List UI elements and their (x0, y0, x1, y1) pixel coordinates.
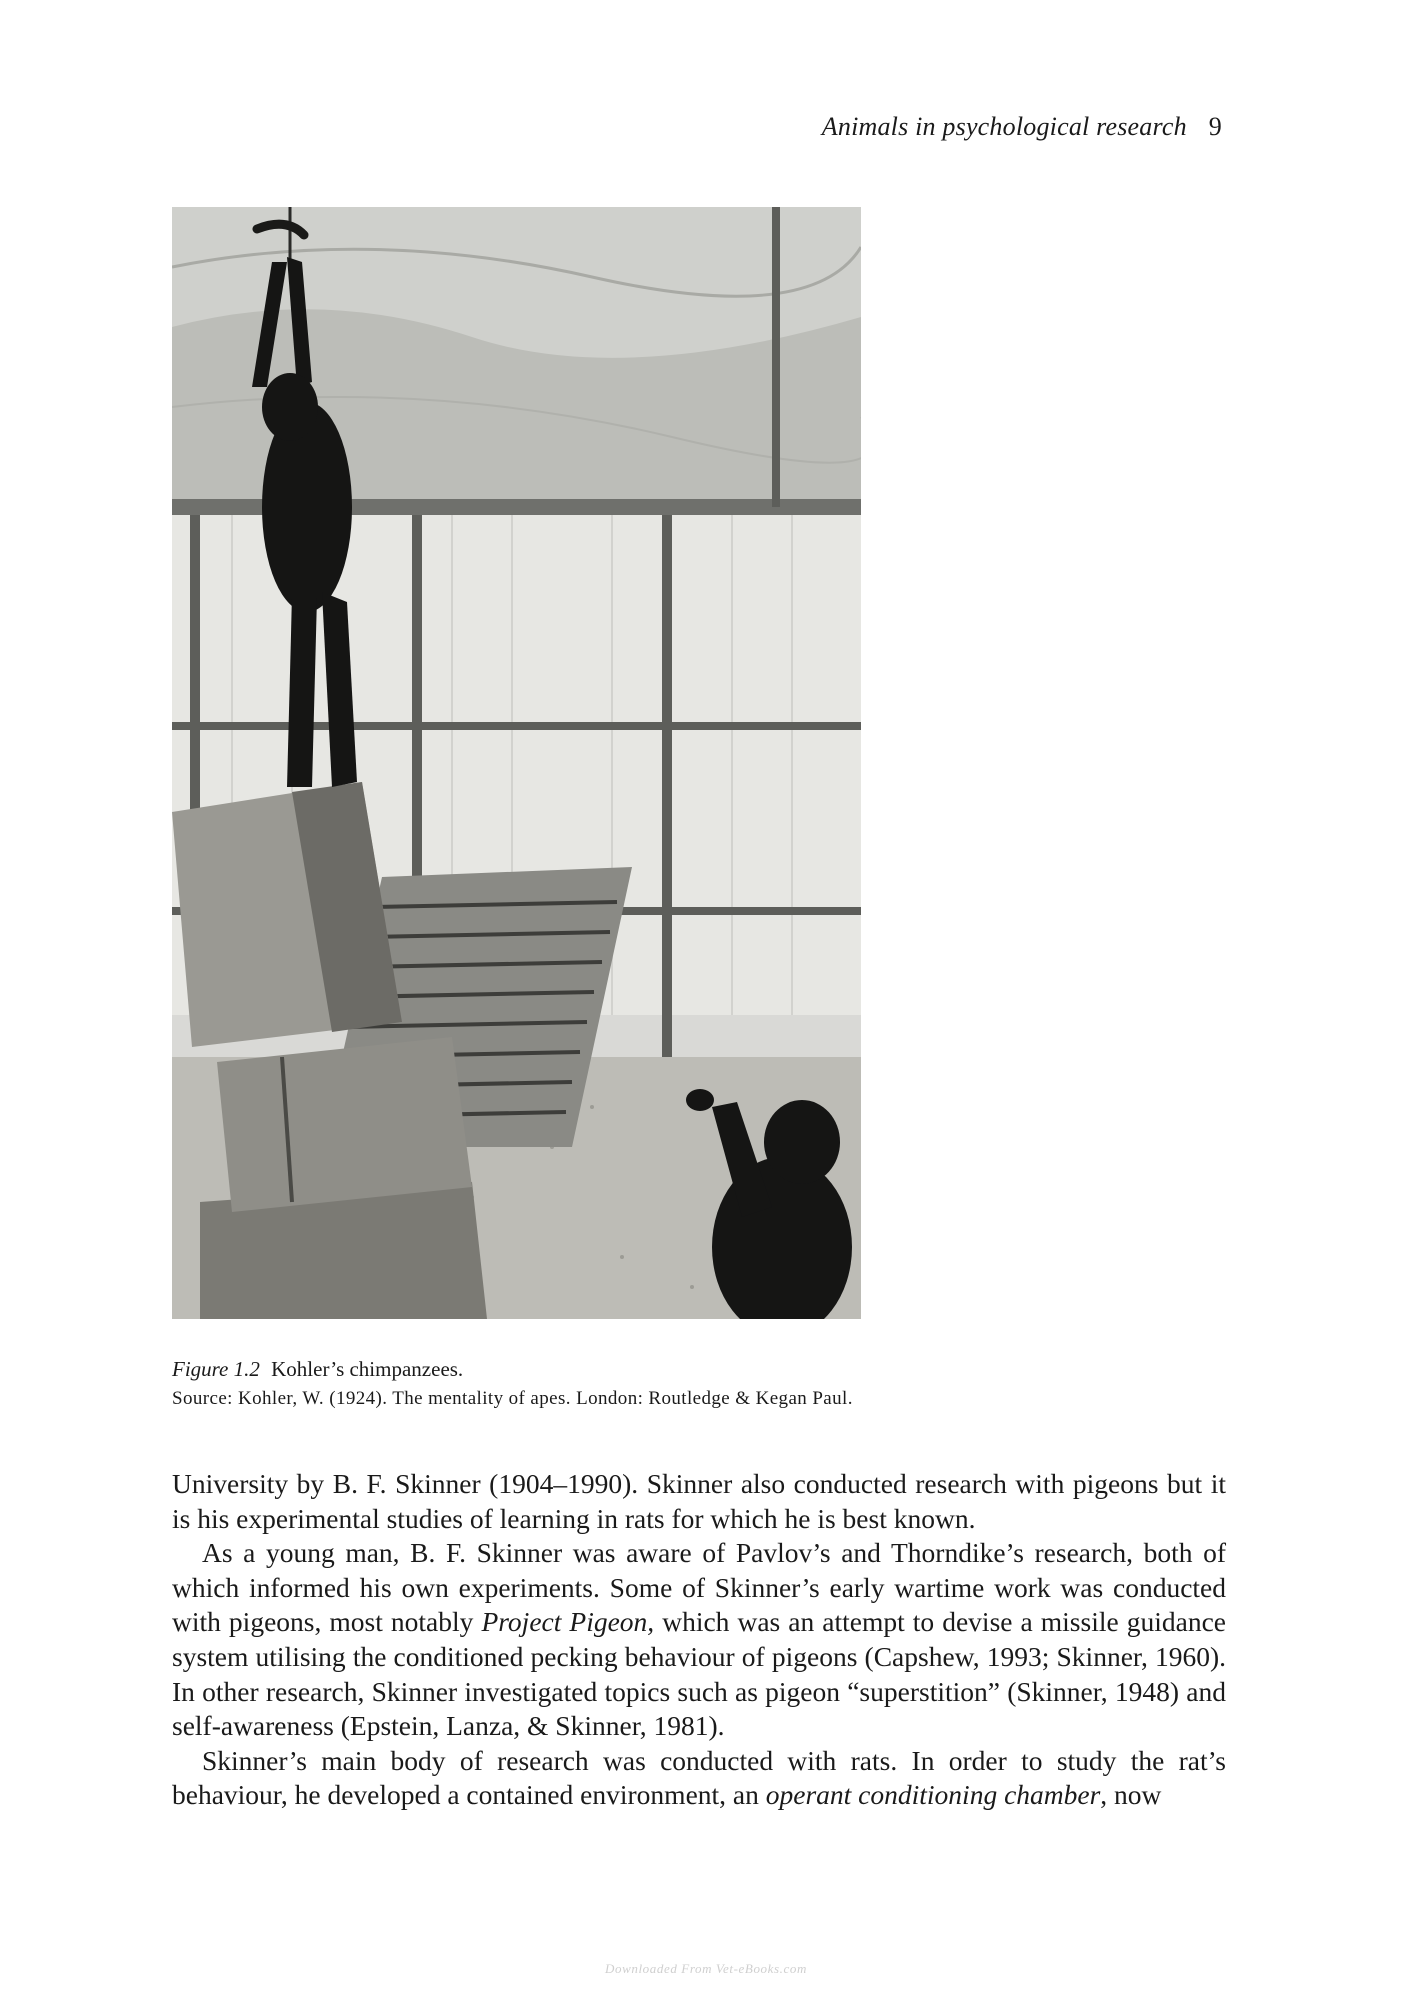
figure-label: Figure 1.2 (172, 1357, 260, 1381)
figure-photo (172, 207, 861, 1319)
figure-caption (172, 1356, 463, 1382)
paragraph-3-text-a: Skinner’s main body of research was conducted with rats. In order to study the rat’s behaviour, he developed a contained environment, an (172, 1744, 1226, 1811)
project-pigeon-italic: Project Pigeon, (481, 1606, 655, 1638)
paragraph-2-text-b: which was an attempt to devise a missile guidance system utilising the conditioned pecking behaviour of pigeons (Capshew, 1993; Skinner, 1960). In other research, Skinner investigated topics such as pigeon “superstition” (Skinner, 1948) and self-awareness (Epstein, Lanza, & Skinner, 1981). (172, 1606, 1226, 1742)
operant-chamber-italic: operant conditioning chamber (765, 1779, 1101, 1811)
paragraph-1: University by B. F. Skinner (1904–1990). Skinner also conducted research with pigeons but it is his experimental studies of learning in rats for which he is best known. (172, 1468, 1226, 1534)
chimpanzee-photo-illustration (172, 207, 861, 1319)
paragraph-3 (172, 1744, 1226, 1813)
paragraph-2 (172, 1536, 1226, 1744)
page-number: 9 (1208, 112, 1222, 141)
download-watermark: Downloaded From Vet-eBooks.com (604, 1961, 807, 1976)
body-text (172, 1467, 1226, 1813)
paragraph-3-text-b: , now (1100, 1779, 1162, 1811)
running-title: Animals in psychological research (821, 112, 1187, 141)
figure-caption-text: Kohler’s chimpanzees. (271, 1357, 464, 1381)
running-head (822, 112, 1222, 142)
figure-source: Source: Kohler, W. (1924). The mentality of apes. London: Routledge & Kegan Paul. (172, 1388, 853, 1409)
paragraph-2-text-a: As a young man, B. F. Skinner was aware of Pavlov’s and Thorndike’s research, both of which informed his own experiments. Some of Skinner’s early wartime work was conducted with pigeons, most notably (172, 1537, 1226, 1638)
